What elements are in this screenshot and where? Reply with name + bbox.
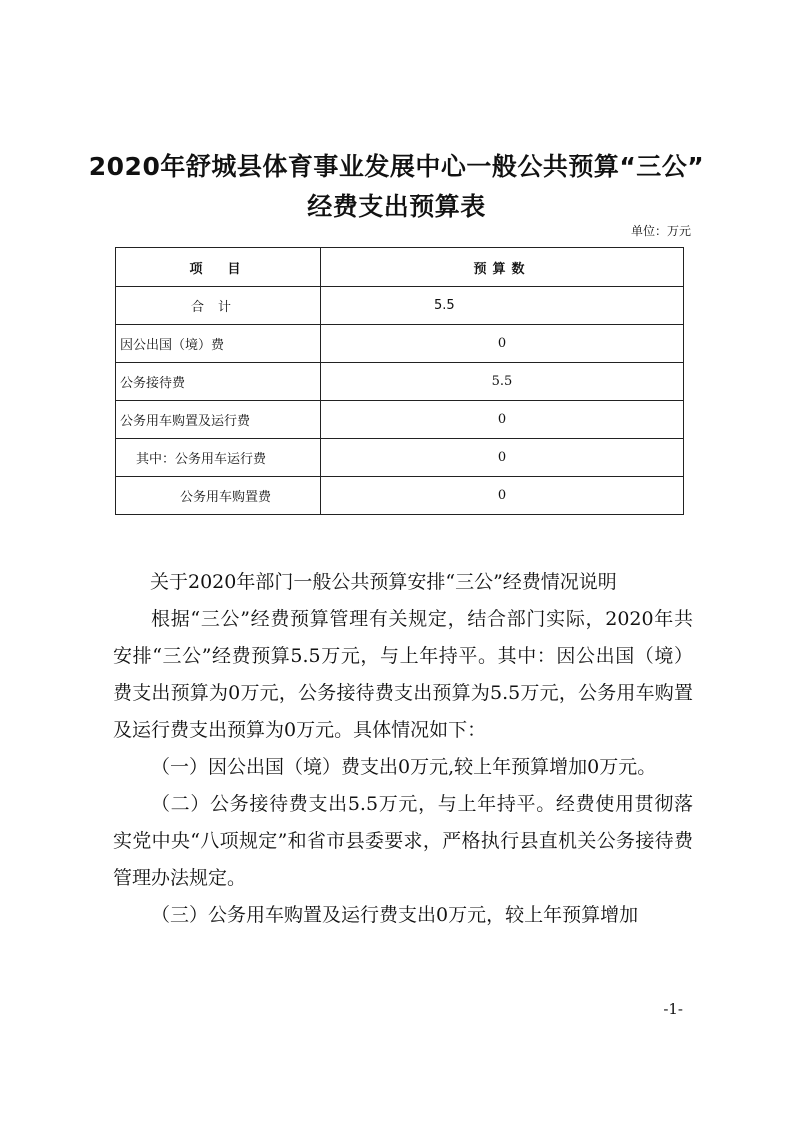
explanation-title: 关于2020年部门一般公共预算安排“三公”经费情况说明	[150, 571, 617, 593]
row-item-label: 公务用车购置及运行费	[116, 401, 321, 439]
row-item-value: 0	[321, 325, 684, 363]
row-item-label: 公务接待费	[116, 363, 321, 401]
explanation-paragraph: （二）公务接待费支出5.5万元，与上年持平。经费使用贯彻落实党中央“八项规定”和省市县委要求，严格执行县直机关公务接待费管理办法规定。	[113, 793, 693, 889]
row-item-label: 其中：公务用车运行费	[116, 439, 321, 477]
row-item-label: 因公出国（境）费	[116, 325, 321, 363]
row-item-label: 公务用车购置费	[116, 477, 321, 515]
document-title-line-2: 经费支出预算表	[307, 192, 486, 221]
unit-label: 单位：万元	[630, 224, 691, 238]
column-header-budget: 预算数	[321, 248, 684, 287]
explanation-paragraph: （三）公务用车购置及运行费支出0万元，较上年预算增加	[151, 904, 639, 926]
row-item-value: 0	[321, 439, 684, 477]
table-row	[116, 401, 684, 439]
table-row	[116, 363, 684, 401]
explanation-paragraph: （一）因公出国（境）费支出0万元,较上年预算增加0万元。	[151, 756, 657, 778]
row-item-value: 0	[321, 477, 684, 515]
explanation-body	[113, 601, 693, 934]
total-label: 合计	[116, 287, 321, 325]
table-total-row	[116, 287, 684, 325]
row-item-value: 0	[321, 401, 684, 439]
column-header-item: 项 目	[116, 248, 321, 287]
total-value: 5.5	[321, 287, 684, 325]
table-header-row	[116, 248, 684, 287]
budget-table	[115, 247, 684, 515]
table-row	[116, 477, 684, 515]
explanation-paragraph: 根据“三公”经费预算管理有关规定，结合部门实际，2020年共安排“三公”经费预算5.5万元，与上年持平。其中：因公出国（境）费支出预算为0万元，公务接待费支出预算为5.5万元，公务用车购置及运行费支出预算为0万元。具体情况如下：	[113, 608, 693, 741]
row-item-value: 5.5	[321, 363, 684, 401]
table-row	[116, 439, 684, 477]
table-row	[116, 325, 684, 363]
document-title-line-1: 2020年舒城县体育事业发展中心一般公共预算“三公”	[88, 152, 705, 181]
page-number: -1-	[663, 1000, 683, 1018]
